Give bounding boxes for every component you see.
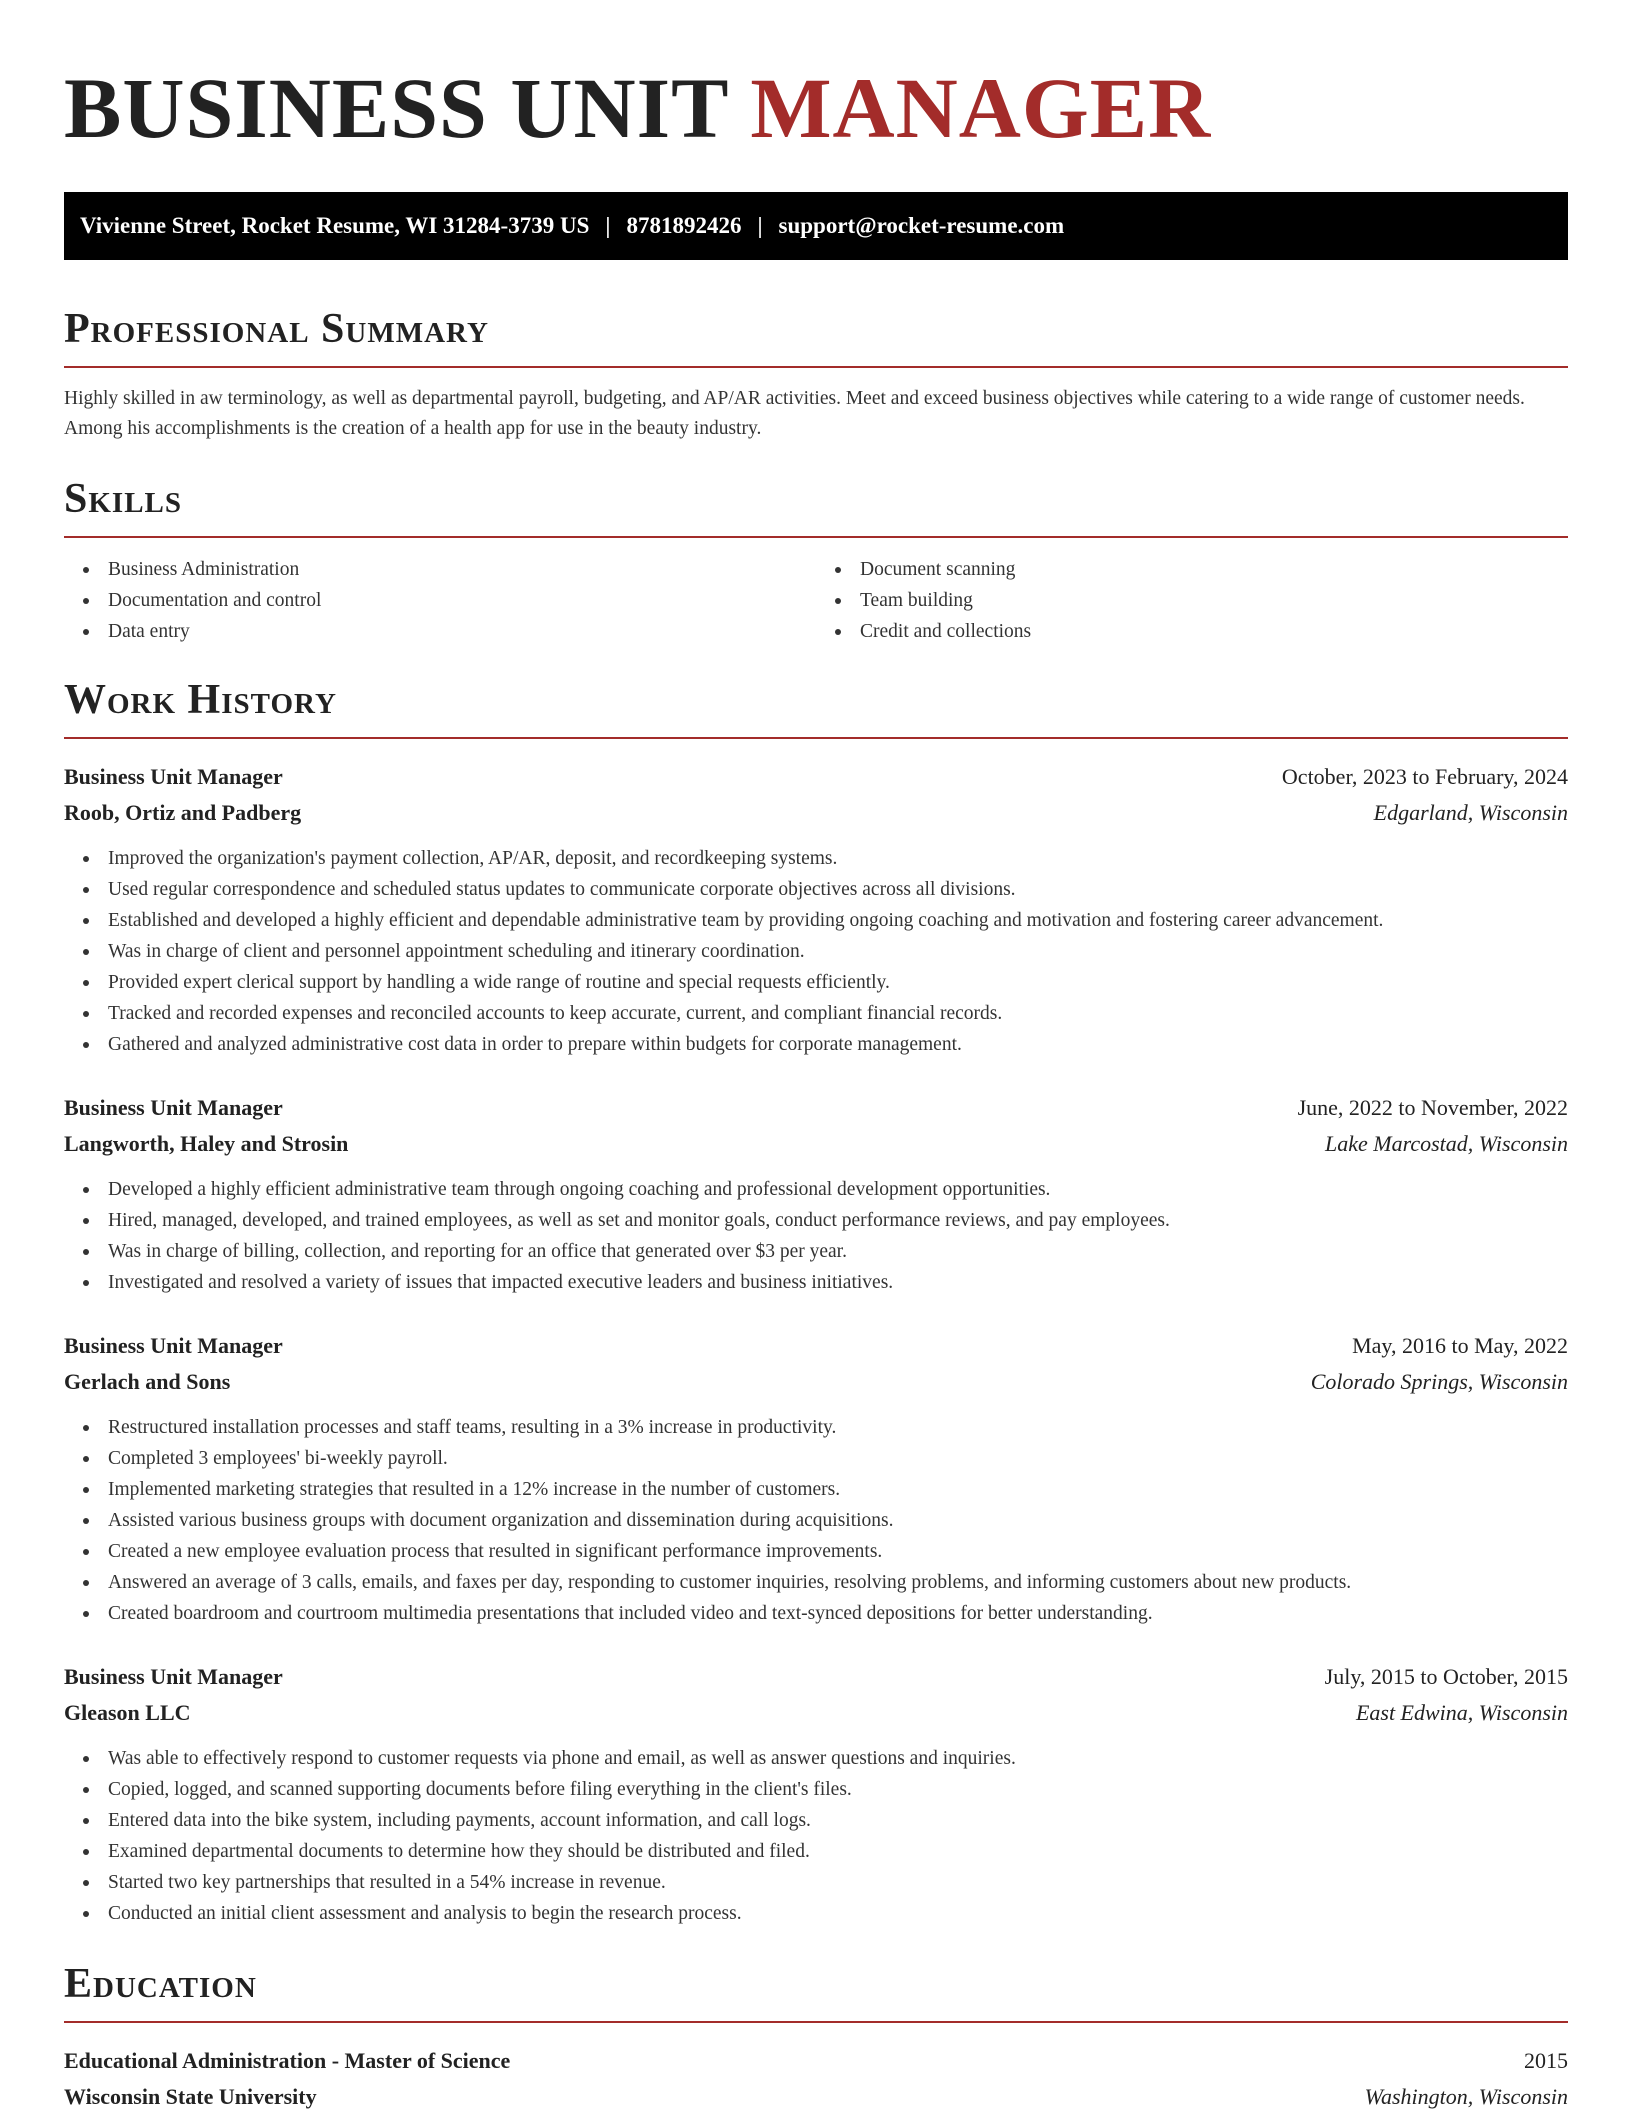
contact-separator: |	[757, 213, 763, 238]
contact-phone[interactable]: 8781892426	[626, 213, 742, 238]
job-company: Gerlach and Sons	[64, 1369, 231, 1394]
section-title-work-history: Work History	[64, 677, 337, 723]
job-location: Edgarland, Wisconsin	[1373, 800, 1568, 825]
job-company-row	[64, 1695, 1568, 1731]
section-title-skills: Skills	[64, 476, 183, 522]
skill-item: Data entry	[64, 616, 816, 647]
job-dates: June, 2022 to November, 2022	[1297, 1095, 1568, 1120]
skills-column-left	[64, 554, 816, 647]
name-first: BUSINESS UNIT	[64, 60, 728, 156]
job-bullet: Completed 3 employees' bi-weekly payroll.	[64, 1443, 1568, 1474]
contact-address: Vivienne Street, Rocket Resume, WI 31284-3739 US	[80, 213, 590, 238]
job-dates: May, 2016 to May, 2022	[1352, 1333, 1568, 1358]
section-divider	[64, 737, 1568, 739]
job-location: Lake Marcostad, Wisconsin	[1325, 1131, 1568, 1156]
education-location: Washington, Wisconsin	[1364, 2084, 1568, 2109]
education-section	[64, 1959, 1568, 2112]
job-title: Business Unit Manager	[64, 1333, 283, 1358]
job-entry	[64, 1328, 1568, 1629]
job-bullet: Examined departmental documents to determine how they should be distributed and filed.	[64, 1836, 1568, 1867]
job-header-row	[64, 1328, 1568, 1364]
job-entry	[64, 759, 1568, 1060]
job-bullet: Answered an average of 3 calls, emails, and faxes per day, responding to customer inquiries, resolving problems, and informing customers about new products.	[64, 1567, 1568, 1598]
job-bullet: Improved the organization's payment collection, AP/AR, deposit, and recordkeeping systems.	[64, 843, 1568, 874]
job-company: Roob, Ortiz and Padberg	[64, 800, 302, 825]
job-bullet-list	[64, 843, 1568, 1060]
skill-item: Document scanning	[816, 554, 1568, 585]
education-year: 2015	[1524, 2048, 1568, 2073]
job-bullet: Established and developed a highly efficient and dependable administrative team by providing ongoing coaching and motivation and fostering career advancement.	[64, 905, 1568, 936]
section-divider	[64, 366, 1568, 368]
education-degree: Educational Administration - Master of Science	[64, 2048, 511, 2073]
skills-grid	[64, 554, 1568, 647]
job-bullet: Was in charge of client and personnel appointment scheduling and itinerary coordination.	[64, 936, 1568, 967]
job-location: East Edwina, Wisconsin	[1355, 1700, 1568, 1725]
job-header-row	[64, 759, 1568, 795]
job-header-row	[64, 1090, 1568, 1126]
job-bullet: Investigated and resolved a variety of issues that impacted executive leaders and business initiatives.	[64, 1267, 1568, 1298]
name-second: MANAGER	[750, 60, 1212, 156]
section-title-education: Education	[64, 1961, 257, 2007]
job-header-row	[64, 1659, 1568, 1695]
summary-text: Highly skilled in aw terminology, as well as departmental payroll, budgeting, and AP/AR activities. Meet and exceed business objectives while catering to a wide range of customer needs. Among his accomplishments is the creation of a health app for use in the beauty industry.	[64, 388, 1525, 439]
job-bullet-list	[64, 1743, 1568, 1929]
skills-section	[64, 474, 1568, 647]
job-bullet-list	[64, 1412, 1568, 1629]
job-bullet-list	[64, 1174, 1568, 1298]
job-bullet: Copied, logged, and scanned supporting documents before filing everything in the client's files.	[64, 1774, 1568, 1805]
job-bullet: Was in charge of billing, collection, and reporting for an office that generated over $3 per year.	[64, 1236, 1568, 1267]
education-row	[64, 2043, 1568, 2079]
job-bullet: Created boardroom and courtroom multimedia presentations that included video and text-synced depositions for better understanding.	[64, 1598, 1568, 1629]
job-entry	[64, 1659, 1568, 1929]
job-entry	[64, 1090, 1568, 1298]
section-divider	[64, 536, 1568, 538]
skill-item: Credit and collections	[816, 616, 1568, 647]
job-bullet: Assisted various business groups with document organization and dissemination during acquisitions.	[64, 1505, 1568, 1536]
work-history-section	[64, 675, 1568, 1929]
section-divider	[64, 2021, 1568, 2023]
education-school: Wisconsin State University	[64, 2084, 317, 2109]
job-bullet: Tracked and recorded expenses and reconciled accounts to keep accurate, current, and compliant financial records.	[64, 998, 1568, 1029]
skill-item: Documentation and control	[64, 585, 816, 616]
job-title: Business Unit Manager	[64, 1664, 283, 1689]
contact-bar	[64, 192, 1568, 260]
section-title-summary: Professional Summary	[64, 306, 489, 352]
job-list	[64, 759, 1568, 1929]
job-title: Business Unit Manager	[64, 1095, 283, 1120]
skills-column-right	[816, 554, 1568, 647]
job-bullet: Entered data into the bike system, including payments, account information, and call logs.	[64, 1805, 1568, 1836]
job-bullet: Created a new employee evaluation process that resulted in significant performance improvements.	[64, 1536, 1568, 1567]
skill-item: Business Administration	[64, 554, 816, 585]
job-company-row	[64, 1126, 1568, 1162]
job-title: Business Unit Manager	[64, 764, 283, 789]
education-row	[64, 2079, 1568, 2112]
job-company-row	[64, 1364, 1568, 1400]
contact-separator: |	[605, 213, 611, 238]
skill-item: Team building	[816, 585, 1568, 616]
job-dates: July, 2015 to October, 2015	[1324, 1664, 1568, 1689]
job-bullet: Hired, managed, developed, and trained employees, as well as set and monitor goals, conduct performance reviews, and pay employees.	[64, 1205, 1568, 1236]
contact-email[interactable]: support@rocket-resume.com	[778, 213, 1065, 238]
job-company: Langworth, Haley and Strosin	[64, 1131, 349, 1156]
job-dates: October, 2023 to February, 2024	[1281, 764, 1568, 789]
job-bullet: Was able to effectively respond to customer requests via phone and email, as well as answer questions and inquiries.	[64, 1743, 1568, 1774]
summary-section	[64, 304, 1568, 444]
job-bullet: Used regular correspondence and scheduled status updates to communicate corporate objectives across all divisions.	[64, 874, 1568, 905]
job-bullet: Started two key partnerships that resulted in a 54% increase in revenue.	[64, 1867, 1568, 1898]
resume-name	[64, 58, 1568, 158]
job-company: Gleason LLC	[64, 1700, 191, 1725]
job-location: Colorado Springs, Wisconsin	[1310, 1369, 1568, 1394]
job-bullet: Gathered and analyzed administrative cost data in order to prepare within budgets for corporate management.	[64, 1029, 1568, 1060]
job-bullet: Developed a highly efficient administrative team through ongoing coaching and professional development opportunities.	[64, 1174, 1568, 1205]
education-entry	[64, 2043, 1568, 2112]
job-bullet: Conducted an initial client assessment and analysis to begin the research process.	[64, 1898, 1568, 1929]
job-bullet: Provided expert clerical support by handling a wide range of routine and special requests efficiently.	[64, 967, 1568, 998]
job-bullet: Restructured installation processes and staff teams, resulting in a 3% increase in productivity.	[64, 1412, 1568, 1443]
job-company-row	[64, 795, 1568, 831]
job-bullet: Implemented marketing strategies that resulted in a 12% increase in the number of customers.	[64, 1474, 1568, 1505]
